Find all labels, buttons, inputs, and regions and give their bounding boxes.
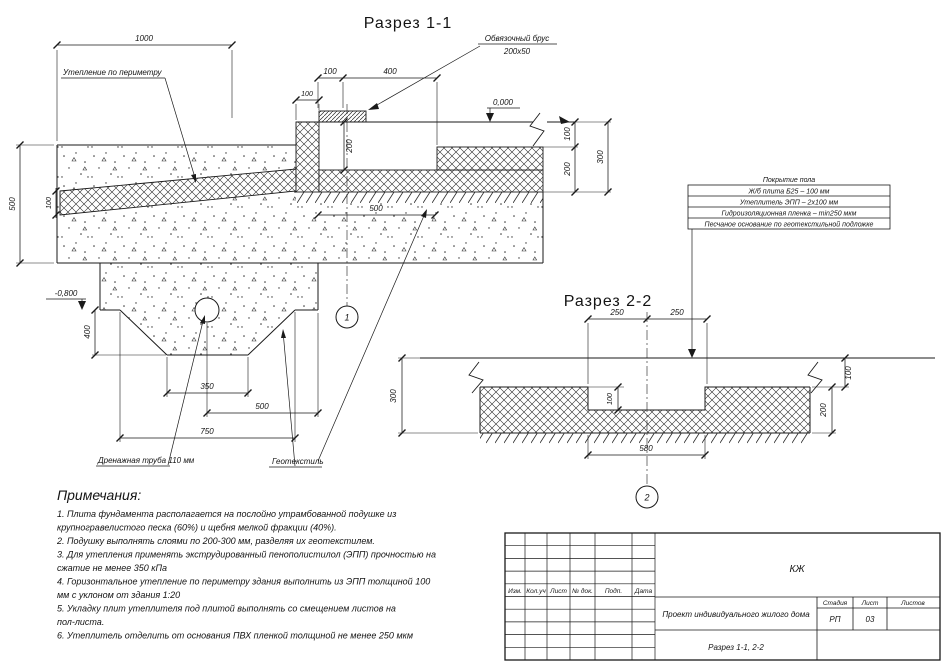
- dim-left-300-s2: 300: [389, 389, 398, 403]
- dim-right-200-s2: 200: [819, 403, 828, 417]
- callout-row: Утеплитель ЭПП – 2х100 мм: [739, 199, 839, 207]
- dim-1000: 1000: [135, 34, 153, 43]
- section-2-2-view: [389, 293, 935, 508]
- tb-header-izm: Изм.: [508, 588, 522, 595]
- dim-left-100: 100: [46, 197, 53, 209]
- drain-pipe-label: Дренажная труба 110 мм: [98, 456, 195, 465]
- level-m08-text: -0,800: [54, 289, 78, 298]
- section-2-title: Разрез 2-2: [563, 293, 653, 310]
- dim-400-top: 400: [383, 67, 397, 76]
- note-line: 1. Плита фундамента располагается на послойно утрамбованной подушке из: [57, 509, 397, 519]
- tb-stage-header: Стадия: [822, 600, 848, 607]
- detail-balloon-1-number: 1: [344, 312, 350, 323]
- drain-pipe: [195, 298, 219, 322]
- dim-right-100: 100: [563, 127, 572, 141]
- callout-row: Ж/б плита Б25 – 100 мм: [748, 188, 830, 196]
- dim-pit-750: 750: [200, 427, 214, 436]
- tb-stage-value: РП: [829, 615, 841, 624]
- dim-right-100-s2: 100: [844, 366, 853, 380]
- strap-beam-label: Обвязочный брус: [484, 34, 550, 43]
- insulation-right: [705, 387, 810, 433]
- tb-header-ndok: № док.: [572, 588, 593, 595]
- dim-pit-400: 400: [83, 325, 92, 339]
- tb-project-name: Проект индивидуального жилого дома: [662, 610, 810, 619]
- beam-leader-arrow: [368, 103, 379, 110]
- floor-layers-callout: [688, 177, 890, 358]
- notes-block: [56, 487, 436, 641]
- note-line: 4. Горизонтальное утепление по периметру здания выполнить из ЭПП толщиной 100: [57, 576, 431, 587]
- callout-row: Песчаное основание по геотекстильной подложке: [704, 221, 874, 229]
- dim-right-200: 200: [563, 162, 572, 176]
- tb-listov-header: Листов: [901, 600, 925, 607]
- strap-beam-size: 200х50: [503, 47, 531, 56]
- level-m08-arrow: [78, 301, 86, 310]
- perimeter-insulation-label: Утепление по периметру: [63, 68, 162, 77]
- note-line: 6. Утеплитель отделить от основания ПВХ пленкой толщиной не менее 250 мкм: [57, 630, 414, 641]
- dim-left-500: 500: [8, 197, 17, 211]
- floor-end-arrow: [559, 116, 570, 124]
- underslab-insulation: [319, 170, 543, 192]
- note-line: пол-листа.: [57, 617, 105, 627]
- dim-right-300: 300: [596, 150, 605, 164]
- dim-pit-350: 350: [200, 382, 214, 391]
- ground-hatch-strip-s2: [480, 433, 810, 444]
- field-insulation-block: [437, 147, 543, 170]
- tb-list-header: Лист: [861, 600, 879, 607]
- tb-header-data: Дата: [634, 588, 653, 595]
- note-line: 3. Для утепления применять экструдированный пенополистилол (ЭПП) прочностью на: [57, 549, 436, 560]
- tb-header-list: Лист: [550, 588, 567, 595]
- dim-pit-500: 500: [255, 402, 269, 411]
- note-line: крупногравелистого песка (60%) и щебня мелкой фракции (40%).: [57, 522, 337, 533]
- dim-250-left: 250: [610, 308, 624, 317]
- tb-doc-code: КЖ: [789, 564, 805, 575]
- tb-sheet-title: Разрез 1-1, 2-2: [708, 643, 764, 652]
- tb-header-koluch: Кол.уч: [526, 588, 546, 595]
- note-line: сжатие не менее 350 кПа: [57, 563, 167, 573]
- callout-title: Покрытие пола: [762, 177, 816, 184]
- vertical-insulation: [296, 122, 319, 192]
- level-zero-text: 0,000: [492, 98, 514, 107]
- title-block-left-grid: [505, 533, 655, 660]
- note-line: мм с уклоном от здания 1:20: [57, 590, 181, 600]
- dim-mid-500: 500: [369, 204, 383, 213]
- level-zero-arrow: [486, 113, 494, 122]
- dim-100-wall: 100: [301, 91, 313, 98]
- dim-mid-200: 200: [345, 139, 354, 153]
- strap-beam: [319, 111, 366, 122]
- note-line: 2. Подушку выполнять слоями по 200-300 мм, разделяя их геотекстилем.: [57, 536, 375, 546]
- insulation-recess-band: [588, 410, 705, 433]
- geotextile-arrow-1: [281, 329, 286, 338]
- tb-header-podp: Подп.: [604, 588, 623, 595]
- insulation-left: [480, 387, 588, 433]
- dim-recess-100: 100: [607, 393, 614, 405]
- ground-hatch-strip: [296, 192, 543, 203]
- callout-row: Гидроизоляционная пленка – min250 мкм: [721, 210, 857, 218]
- dim-580: 580: [639, 444, 653, 453]
- geotextile-label: Геотекстиль: [272, 457, 324, 466]
- tb-sheet-value: 03: [865, 615, 875, 624]
- title-block: [505, 533, 940, 660]
- detail-balloon-2-number: 2: [644, 492, 650, 503]
- plate-break: [530, 113, 544, 146]
- title-block-right-grid: [655, 597, 940, 660]
- dim-100-top: 100: [323, 67, 337, 76]
- callout-leader-arrow: [688, 349, 696, 358]
- note-line: 5. Укладку плит утеплителя под плитой выполнять со смещением листов на: [57, 603, 396, 614]
- notes-heading: Примечания:: [57, 487, 142, 503]
- section-1-title: Разрез 1-1: [363, 15, 453, 32]
- dim-250-right: 250: [670, 308, 684, 317]
